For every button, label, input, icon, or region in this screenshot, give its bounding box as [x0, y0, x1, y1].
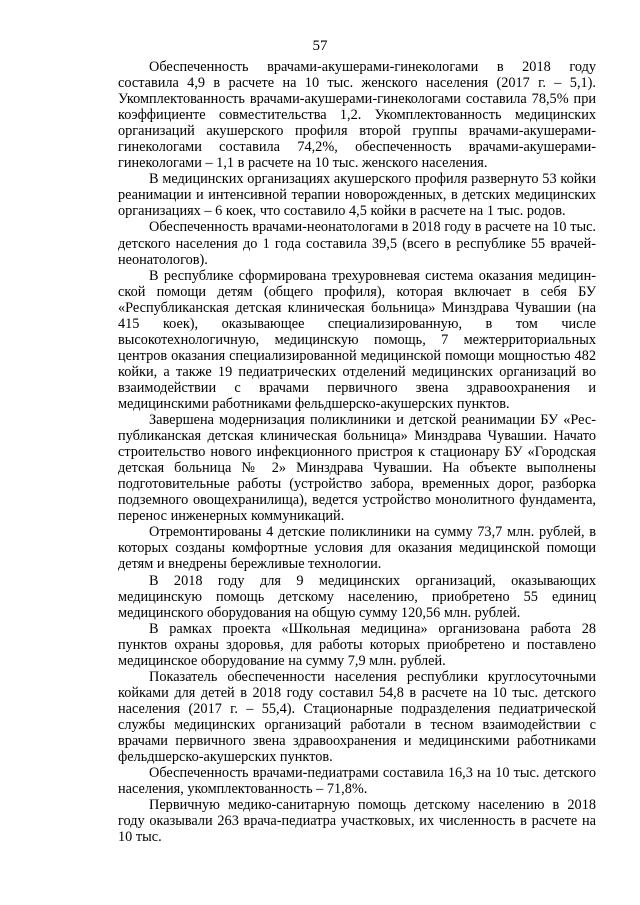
paragraph-bed-provision: Показатель обеспеченности населения республики круглосуточными койками для детей в 2018 году составил 54,8 в расчете на 10 тыс. детского населения (2017 г. – 55,4). Стационарные подразделения педиатрической службы медицинских организаций работали в тесном взаимодействии с врачами первичного звена здравоохранения и медицинскими работниками фельдшерско-акушерских пунктов. [118, 668, 596, 766]
paragraph-school-medicine: В рамках проекта «Школьная медицина» организована работа 28 пунктов охраны здоровья, для работы которых приобретено и поставлено медицинское оборудование на сумму 7,9 млн. рублей. [118, 620, 596, 669]
paragraph-pediatrician-staffing: Обеспеченность врачами-педиатрами составила 16,3 на 10 тыс. детского населения, укомплектованность – 71,8%. [118, 765, 596, 798]
page-number: 57 [312, 38, 328, 54]
paragraph-obstetrician-staffing: Обеспеченность врачами-акушерами-гинекологами в 2018 году составила 4,9 в расчете на 10 тыс. женского населения (2017 г. – 5,1). Укомплектованность врачами-акушерами-гинекологами составила 78,5% при коэффициенте совместительства 1,2. Укомплектованность медицинских организаций акушерского профиля второй группы врачами-акушерами-гинекологами составила 74,2%, обеспеченность врачами-акушерами-гинекологами – 1,1 в расчете на 10 тыс. женского населения. [118, 59, 596, 172]
paragraph-three-level-system: В республике сформирована трехуровневая система оказания медицинской помощи детям (общего профиля), которая включает в себя БУ «Республиканская детская клиническая больница» Минздрава Чувашии (на 415 коек), оказывающее специализированную, в том числе высокотехнологичную, медицинскую помощь, 7 межтерриториальных центров оказания специализированной медицинской помощи мощностью 482 койки, а также 19 педиатрических отделений медицинских организаций во взаимодействии с врачами первичного звена здравоохранения и медицинскими работниками фельдшерско-акушерских пунктов. [118, 267, 596, 412]
paragraph-polyclinic-repairs: Отремонтированы 4 детские поликлиники на сумму 73,7 млн. рублей, в которых созданы комфортные условия для оказания медицинской помощи детям и внедрены бережливые технологии. [118, 524, 596, 573]
paragraph-neonatologist-staffing: Обеспеченность врачами-неонатологами в 2018 году в расчете на 10 тыс. детского населения до 1 года составила 39,5 (всего в республике 55 врачей-неонатологов). [118, 219, 596, 268]
paragraph-primary-care: Первичную медико-санитарную помощь детскому населению в 2018 году оказывали 263 врача-педиатра участковых, их численность в расчете на 10 тыс. [118, 797, 596, 846]
paragraph-neonatal-icu-beds: В медицинских организациях акушерского профиля развернуто 53 койки реанимации и интенсивной терапии новорожденных, в детских медицинских организациях – 6 коек, что составило 4,5 койки в расчете на 1 тыс. родов. [118, 171, 596, 220]
document-body [118, 59, 596, 845]
paragraph-equipment-purchase: В 2018 году для 9 медицинских организаций, оказывающих медицинскую помощь детскому населению, приобретено 55 единиц медицинского оборудования на общую сумму 120,56 млн. рублей. [118, 572, 596, 621]
paragraph-modernization: Завершена модернизация поликлиники и детской реанимации БУ «Республиканская детская клиническая больница» Минздрава Чувашии. Начато строительство нового инфекционного пристроя к стационару БУ «Городская детская больница № 2» Минздрава Чувашии. На объекте выполнены подготовительные работы (устройство забора, временных дорог, разборка подземного овощехранилища), ведется устройство монолитного фундамента, перенос инженерных коммуникаций. [118, 412, 596, 525]
